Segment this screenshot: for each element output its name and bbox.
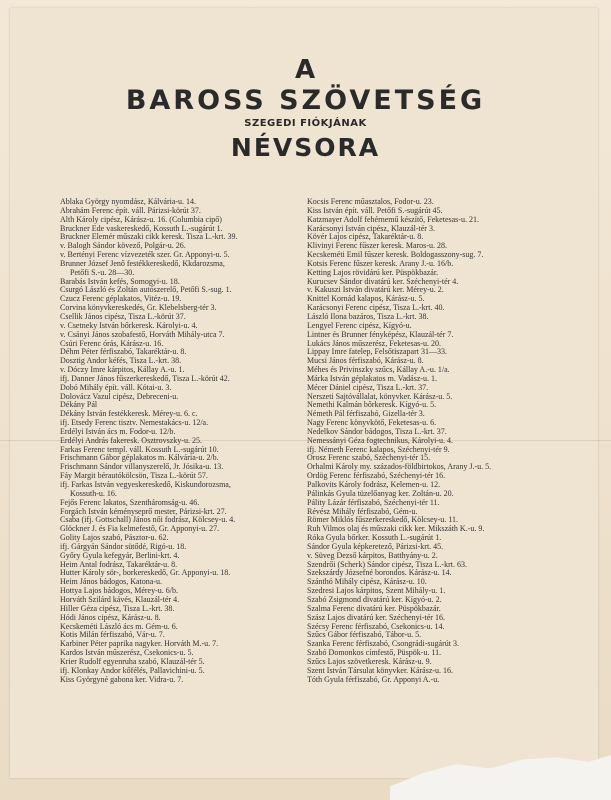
member-entry: Nagy Ferenc könyvkötő, Feketesas-u. 6. (307, 419, 437, 428)
member-entry: Márka István géplakatos m. Vadász-u. 1. (307, 374, 438, 383)
member-entry: Kurucsev Sándor divatárú ker. Széchenyi-tér 4. (307, 277, 459, 286)
member-entry: Knittel Kornád kalapos, Kárász-u. 5. (307, 295, 425, 304)
member-entry: Lippay Imre fatelep, Felsőtiszapart 31—33. (307, 348, 447, 357)
member-entry: Fáy Margit bérautókölcsön, Tisza L.-körút 57. (60, 472, 208, 481)
member-entry: Ketting Lajos rövidárú ker. Püspökbazár. (307, 268, 439, 277)
member-entry: Mécer Dániel cipész, Tisza L.-krt. 37. (307, 383, 429, 392)
member-entry: Győry Gyula kefegyár, Berlini-krt. 4. (60, 551, 180, 560)
member-entry: Barabás István kefés, Somogyi-u. 18. (60, 277, 180, 286)
member-entry: Kiss Györgyné gabona ker. Vidra-u. 7. (60, 675, 184, 684)
member-entry: Szalma Ferenc divatárú ker. Püspökbazár. (307, 604, 441, 613)
member-entry: ifj. Danner János fűszerkereskedő, Tisza L.-körút 42. (60, 374, 230, 383)
member-entry: Nedelkov Sándor bádogos, Tisza L.-krt. 37. (307, 427, 447, 436)
member-entry: Ruh Vilmos olaj és műszaki cikk ker. Mikszáth K.-u. 9. (307, 525, 485, 534)
member-entry: Golity Lajos szabó, Pásztor-u. 62. (60, 534, 169, 543)
document-header (0, 55, 611, 163)
member-entry: v. Süveg Dezső kárpitos, Batthyány-u. 2. (307, 551, 438, 560)
member-entry: Róka Gyula bőrker. Kossuth L.-sugárút 1. (307, 534, 442, 543)
member-entry: v. Dóczy Imre kárpitos, Kállay A.-u. 1. (60, 366, 185, 375)
member-entry: Kotis Milán férfiszabó, Vár-u. 7. (60, 631, 165, 640)
member-entry: Szabó Zsigmond divatárú ker. Kígyó-u. 2. (307, 595, 442, 604)
member-entry: v. Kakuszi István divatárú ker. Mérey-u. 2. (307, 286, 444, 295)
member-entry: Orhalmi Károly my. százados-földbirtokos, Arany J.-u. 5. (307, 463, 492, 472)
member-entry: Szedresi Lajos kárpitos, Szent Mihály-u. 1. (307, 587, 446, 596)
member-entry: Kocsis Ferenc műasztalos, Fodor-u. 23. (307, 198, 434, 206)
member-entry: Csellik János cipész, Tisza L.-körút 37. (60, 312, 186, 321)
member-entry: Tóth Gyula férfiszabó, Gr. Apponyi A.-u. (307, 675, 440, 684)
member-entry: Klivinyi Ferenc fűszer keresk. Maros-u. 28. (307, 242, 447, 251)
member-entry: Ábrahám Ferenc épít. váll. Párizsi-körút 37. (60, 206, 201, 215)
member-list-right-column (307, 198, 559, 684)
member-entry: Dobó Mihály épít. váll. Kótai-u. 3. (60, 383, 172, 392)
member-entry: Erdélyi István ács m. Fodor-u. 12/b. (60, 427, 176, 436)
member-entry: Lintner és Brunner fényképész, Klauzál-tér 7. (307, 330, 454, 339)
member-entry: Alth Károly cipész, Kárász-u. 16. (Columbia cipő) (60, 215, 222, 224)
member-entry: Hódi János cipész, Kárász-u. 8. (60, 613, 161, 622)
member-entry: Lukács János műszerész, Feketesas-u. 20. (307, 339, 441, 348)
member-entry: Szabó Domonkos címfestő, Püspök-u. 11. (307, 649, 442, 658)
member-entry: ifj. Németh Ferenc kalapos, Széchenyi-tér 9. (307, 445, 450, 454)
member-entry: Kiss István épít. váll. Petőfi S.-sugárút 45. (307, 206, 443, 215)
member-entry: Petőfi S.-u. 28—30. (70, 268, 135, 277)
member-entry: Dolovácz Vazul cipész, Debreceni-u. (60, 392, 179, 401)
member-entry: Erdélyi András fakeresk. Osztrovszky-u. 25. (60, 436, 202, 445)
member-entry: Katzmayer Adolf fehérnemű készítő, Feketesas-u. 21. (307, 215, 479, 224)
member-entry: Csurgó László és Zoltán autószerelő, Petőfi S.-sug. 1. (60, 286, 232, 295)
member-entry: v. Csányi János szobafestő, Horváth Mihály-utca 7. (60, 330, 225, 339)
header-article: A (294, 55, 317, 85)
member-entry: Brunner József Jenő festékkereskedő, Kkdarozsma, (60, 259, 225, 268)
member-entry: Kotsis Ferenc fűszer keresk. Arany J.-u. 16/b. (307, 259, 454, 268)
member-entry: Kecskeméti László ács m. Gém-u. 6. (60, 622, 178, 631)
member-entry: Bruckner Ede vaskereskedő, Kossuth L.-sugárút 1. (60, 224, 223, 233)
member-entry: Hottya Lajos bádogos, Mérey-u. 6/b. (60, 587, 178, 596)
member-entry: ifj. Etsedy Ferenc tisztv. Nemestakács-u. 12/a. (60, 419, 209, 428)
member-entry: Méhes és Privinszky szűcs, Kállay A.-u. 1/a. (307, 366, 450, 375)
member-entry: László Ilona bazáros, Tisza L.-krt. 38. (307, 312, 429, 321)
member-list-left-column (60, 198, 312, 684)
member-entry: Krier Rudolf egyenruha szabó, Klauzál-tér 5. (60, 657, 205, 666)
member-entry: Pálity Lázár férfiszabó, Széchenyi-tér 11. (307, 498, 440, 507)
member-entry: Szűcs Gábor férfiszabó, Tábor-u. 5. (307, 631, 422, 640)
member-entry: Kövér Lajos cipész, Takaréktár-u. 8. (307, 233, 424, 242)
member-entry: Heim János bádogos, Katona-u. (60, 578, 162, 587)
member-entry: ifj. Gárgyán Sándor sütődé, Rigó-u. 18. (60, 542, 187, 551)
member-entry: Szendrői (Scherk) Sándor cipész, Tisza L.-krt. 63. (307, 560, 467, 569)
member-entry: Szász Lajos divatárú ker. Széchenyi-tér 16. (307, 613, 445, 622)
member-entry: Corvina könyvkereskedés, Gr. Klebelsberg-tér 3. (60, 304, 217, 313)
member-entry: Kossuth-u. 16. (70, 489, 117, 498)
document-title: NÉVSORA (230, 133, 381, 162)
member-entry: Szanka Ferenc férfiszabó, Csongrádi-sugárút 3. (307, 640, 459, 649)
member-entry: Czucz Ferenc géplakatos, Vitéz-u. 19. (60, 295, 182, 304)
member-entry: Horváth Szilárd kávés, Klauzál-tér 4. (60, 595, 180, 604)
member-entry: Déhm Péter férfiszabó, Takaréktár-u. 8. (60, 348, 187, 357)
member-entry: Hutter Károly sör-, borkereskedő, Gr. Apponyi-u. 18. (60, 569, 231, 578)
member-entry: Csúri Ferenc órás, Kárász-u. 16. (60, 339, 164, 348)
member-entry: Orosz Ferenc szabó, Széchenyi-tér 15. (307, 454, 431, 463)
member-entry: Csaba (ifj. Gottschall) János női fodrász, Kölcsey-u. 4. (60, 516, 236, 525)
member-entry: Frischmann Sándor villanyszerelő, Jr. Jósika-u. 13. (60, 463, 224, 472)
member-entry: Szekszárdy Józsefné borondos. Kárász-u. 14. (307, 569, 452, 578)
member-entry: Dékány István festékkeresk. Mérey-u. 6. c. (60, 410, 198, 419)
member-entry: Szécsy Ferenc férfiszabó, Csekonics-u. 14. (307, 622, 445, 631)
member-entry: Szánthó Mihály cipész, Kárász-u. 10. (307, 578, 427, 587)
member-entry: v. Balogh Sándor kövező, Polgár-u. 26. (60, 242, 186, 251)
member-entry: Karácsonyi István cipész, Klauzál-tér 3. (307, 224, 435, 233)
member-entry: Karácsonyi Ferenc cipész, Tisza L.-krt. 40. (307, 304, 445, 313)
member-entry: Kardos István műszerész, Csekonics-u. 5. (60, 649, 194, 658)
member-entry: ifj. Klonkay Andor kőfélés, Pallavichini-u. 5. (60, 666, 205, 675)
member-entry: Szűcs Lajos szövetkeresk. Kárász-u. 9. (307, 657, 432, 666)
member-entry: Bruckner Elemér műszaki cikk keresk. Tisza L.-krt. 39. (60, 233, 238, 242)
member-entry: Kecskeméti Emil fűszer keresk. Boldogasszony-sug. 7. (307, 251, 484, 260)
member-entry: Ablaka György nyomdász, Kálvária-u. 14. (60, 198, 197, 206)
branch-subtitle: SZEGEDI FIÓKJÁNAK (244, 118, 367, 129)
member-entry: Nerszeti Sajtóvállalat, könyvker. Kárász-u. 5. (307, 392, 453, 401)
member-entry: Hiller Géza cipész, Tisza L.-krt. 38. (60, 604, 175, 613)
organization-name: BAROSS SZÖVETSÉG (125, 85, 486, 116)
member-entry: Fejős Ferenc lakatos, Szentháromság-u. 46. (60, 498, 200, 507)
member-entry: Pálinkás Gyula tüzelőanyag ker. Zoltán-u. 20. (307, 489, 454, 498)
member-entry: Glöckner J. és Fia kelmefestő, Gr. Apponyi-u. 27. (60, 525, 220, 534)
member-entry: Forgách István kéményseprő mester, Párizsi-krt. 27. (60, 507, 227, 516)
member-entry: Nemethi Kalmán bőrkeresk. Kígyó-u. 5. (307, 401, 437, 410)
member-entry: Heim Antal fodrász, Takaréktár-u. 8. (60, 560, 178, 569)
member-entry: Révész Mihály férfiszabó, Gém-u. (307, 507, 418, 516)
member-entry: Dékány Pál (60, 401, 98, 410)
member-entry: Dosztig Andor kéfés, Tisza L.-krt. 38. (60, 357, 182, 366)
member-entry: Szent István Társulat könyvker. Kárász-u. 16. (307, 666, 454, 675)
member-entry: Sándor Gyula képkeretező, Párizsi-krt. 45. (307, 542, 444, 551)
member-entry: Mucsi János férfiszabó, Kárász-u. 8. (307, 357, 424, 366)
member-entry: v. Bertényi Ferenc vízvezeték szer. Gr. Apponyi-u. 5. (60, 251, 230, 260)
member-entry: Németh Pál férfiszabó, Gizella-tér 3. (307, 410, 425, 419)
member-entry: Römer Miklós fűszerkereskedő, Kölcsey-u. 11. (307, 516, 458, 525)
member-entry: Ördög Ferenc férfiszabó, Széchenyi-tér 16. (307, 472, 446, 481)
member-entry: Frischmann Gábor géplakatos m. Kálvária-u. 2/b. (60, 454, 219, 463)
member-entry: ifj. Farkas István vegyeskereskedő, Kiskundorozsma, (60, 481, 231, 489)
member-entry: Farkas Ferenc templ. váll. Kossuth L.-sugárút 10. (60, 445, 219, 454)
member-entry: v. Csetneky István bőrkeresk. Károlyi-u. 4. (60, 321, 198, 330)
member-entry: Karbiner Péter paprika nagyker. Horváth M.-u. 7. (60, 640, 219, 649)
member-entry: Palkovits Károly fodrász, Kelemen-u. 12. (307, 481, 441, 489)
member-entry: Nemessányi Géza fogtechnikus, Károlyi-u. 4. (307, 436, 453, 445)
member-entry: Lengyel Ferenc cipész, Kígyó-u. (307, 321, 412, 330)
